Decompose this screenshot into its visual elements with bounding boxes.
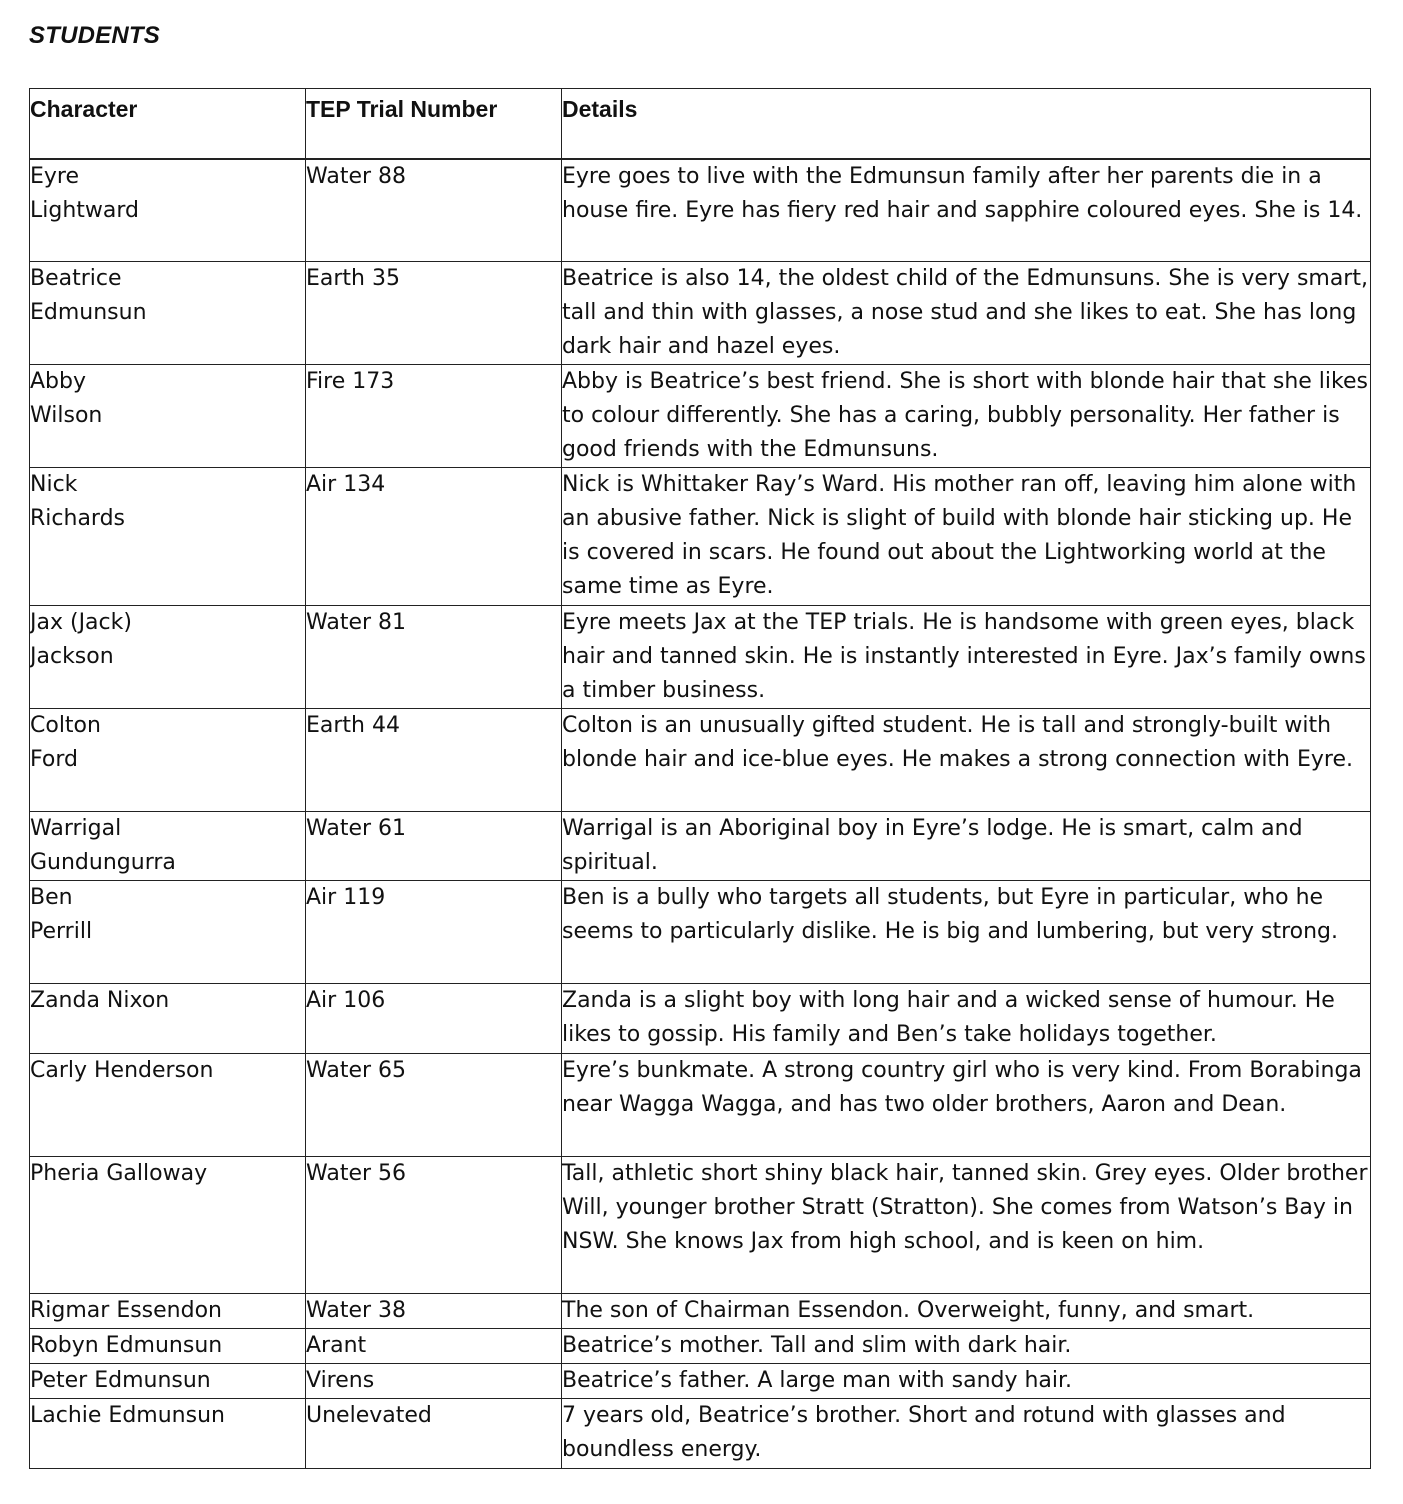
table-row xyxy=(30,812,1371,881)
tep-trial-number-cell: Virens xyxy=(306,1364,562,1399)
character-name-cell xyxy=(30,365,306,468)
details-cell: Eyre meets Jax at the TEP trials. He is handsome with green eyes, black hair and tanned skin. He is instantly interested in Eyre. Jax’s family owns a timber business. xyxy=(562,606,1371,709)
character-name-cell xyxy=(30,606,306,709)
table-row xyxy=(30,984,1371,1054)
details-cell: Nick is Whittaker Ray’s Ward. His mother ran off, leaving him alone with an abusive father. Nick is slight of build with blonde hair sticking up. He is covered in scars. He found out about the Lightworking world at the same time as Eyre. xyxy=(562,468,1371,606)
character-name-line: Richards xyxy=(30,506,126,531)
character-name-line: Rigmar Essendon xyxy=(30,1298,222,1323)
character-name-line: Beatrice xyxy=(30,266,122,291)
details-cell: Eyre goes to live with the Edmunsun family after her parents die in a house fire. Eyre has fiery red hair and sapphire coloured eyes. She is 14. xyxy=(562,159,1371,262)
character-name-line: Peter Edmunsun xyxy=(30,1368,211,1393)
character-name-line: Abby xyxy=(30,369,86,394)
table-row xyxy=(30,1157,1371,1294)
tep-trial-number-cell: Water 88 xyxy=(306,159,562,262)
character-name-cell xyxy=(30,1329,306,1364)
character-name-line: Gundungurra xyxy=(30,850,176,875)
table-row xyxy=(30,365,1371,468)
character-name-cell xyxy=(30,1054,306,1157)
table-body xyxy=(30,159,1371,1469)
students-table xyxy=(29,88,1371,1469)
details-cell: Beatrice is also 14, the oldest child of the Edmunsuns. She is very smart, tall and thin with glasses, a nose stud and she likes to eat. She has long dark hair and hazel eyes. xyxy=(562,262,1371,365)
character-name-line: Carly Henderson xyxy=(30,1058,214,1083)
tep-trial-number-cell: Air 134 xyxy=(306,468,562,606)
tep-trial-number-cell: Water 61 xyxy=(306,812,562,881)
character-name-line: Warrigal xyxy=(30,816,122,841)
details-cell: Zanda is a slight boy with long hair and a wicked sense of humour. He likes to gossip. His family and Ben’s take holidays together. xyxy=(562,984,1371,1054)
character-name-line: Lightward xyxy=(30,197,140,223)
table-row xyxy=(30,1294,1371,1329)
character-name-line: Wilson xyxy=(30,403,103,428)
details-cell: Warrigal is an Aboriginal boy in Eyre’s lodge. He is smart, calm and spiritual. xyxy=(562,812,1371,881)
table-row xyxy=(30,606,1371,709)
page-title: STUDENTS xyxy=(29,22,160,49)
tep-trial-number-cell: Earth 35 xyxy=(306,262,562,365)
character-name-cell xyxy=(30,881,306,984)
details-cell: Abby is Beatrice’s best friend. She is short with blonde hair that she likes to colour differently. She has a caring, bubbly personality. Her father is good friends with the Edmunsuns. xyxy=(562,365,1371,468)
tep-trial-number-cell: Arant xyxy=(306,1329,562,1364)
tep-trial-number-cell: Earth 44 xyxy=(306,709,562,812)
details-cell: Beatrice’s father. A large man with sandy hair. xyxy=(562,1364,1371,1399)
header-row xyxy=(30,89,1371,159)
details-cell: The son of Chairman Essendon. Overweight, funny, and smart. xyxy=(562,1294,1371,1329)
character-name-line: Ford xyxy=(30,747,78,772)
character-name-cell xyxy=(30,1364,306,1399)
character-name-cell xyxy=(30,468,306,606)
details-cell: Beatrice’s mother. Tall and slim with dark hair. xyxy=(562,1329,1371,1364)
table-row xyxy=(30,262,1371,365)
character-name-line: Jax (Jack) xyxy=(30,610,132,635)
tep-trial-number-cell: Water 81 xyxy=(306,606,562,709)
character-name-cell xyxy=(30,1294,306,1329)
character-name-line: Robyn Edmunsun xyxy=(30,1333,223,1358)
character-name-cell xyxy=(30,262,306,365)
character-name-line: Colton xyxy=(30,713,101,738)
table-header xyxy=(30,89,1371,159)
table-row xyxy=(30,1364,1371,1399)
tep-trial-number-cell: Fire 173 xyxy=(306,365,562,468)
character-name-line: Ben xyxy=(30,885,73,910)
tep-trial-number-cell: Air 119 xyxy=(306,881,562,984)
character-name-line: Eyre xyxy=(30,163,80,189)
character-name-line: Edmunsun xyxy=(30,300,147,325)
column-header-tep-trial-number: TEP Trial Number xyxy=(306,89,562,159)
table-row xyxy=(30,159,1371,262)
details-cell: Tall, athletic short shiny black hair, tanned skin. Grey eyes. Older brother Will, younger brother Stratt (Stratton). She comes from Watson’s Bay in NSW. She knows Jax from high school, and is keen on him. xyxy=(562,1157,1371,1294)
character-name-cell xyxy=(30,1157,306,1294)
character-name-line: Pheria Galloway xyxy=(30,1161,208,1186)
table-row xyxy=(30,468,1371,606)
tep-trial-number-cell: Air 106 xyxy=(306,984,562,1054)
character-name-cell xyxy=(30,984,306,1054)
details-cell: Eyre’s bunkmate. A strong country girl who is very kind. From Borabinga near Wagga Wagga, and has two older brothers, Aaron and Dean. xyxy=(562,1054,1371,1157)
table-row xyxy=(30,1054,1371,1157)
column-header-details: Details xyxy=(562,89,1371,159)
character-name-line: Lachie Edmunsun xyxy=(30,1403,225,1428)
details-cell: Ben is a bully who targets all students, but Eyre in particular, who he seems to particularly dislike. He is big and lumbering, but very strong. xyxy=(562,881,1371,984)
table-row xyxy=(30,709,1371,812)
character-name-cell xyxy=(30,159,306,262)
character-name-cell xyxy=(30,709,306,812)
character-name-cell xyxy=(30,812,306,881)
character-name-cell xyxy=(30,1399,306,1469)
column-header-character: Character xyxy=(30,89,306,159)
details-cell: Colton is an unusually gifted student. He is tall and strongly-built with blonde hair and ice-blue eyes. He makes a strong connection with Eyre. xyxy=(562,709,1371,812)
details-cell: 7 years old, Beatrice’s brother. Short and rotund with glasses and boundless energy. xyxy=(562,1399,1371,1469)
character-name-line: Zanda Nixon xyxy=(30,988,170,1013)
character-name-line: Nick xyxy=(30,472,78,497)
tep-trial-number-cell: Water 38 xyxy=(306,1294,562,1329)
table-row xyxy=(30,881,1371,984)
tep-trial-number-cell: Water 65 xyxy=(306,1054,562,1157)
table-row xyxy=(30,1329,1371,1364)
tep-trial-number-cell: Water 56 xyxy=(306,1157,562,1294)
character-name-line: Perrill xyxy=(30,919,93,944)
tep-trial-number-cell: Unelevated xyxy=(306,1399,562,1469)
character-name-line: Jackson xyxy=(30,644,114,669)
table-row xyxy=(30,1399,1371,1469)
